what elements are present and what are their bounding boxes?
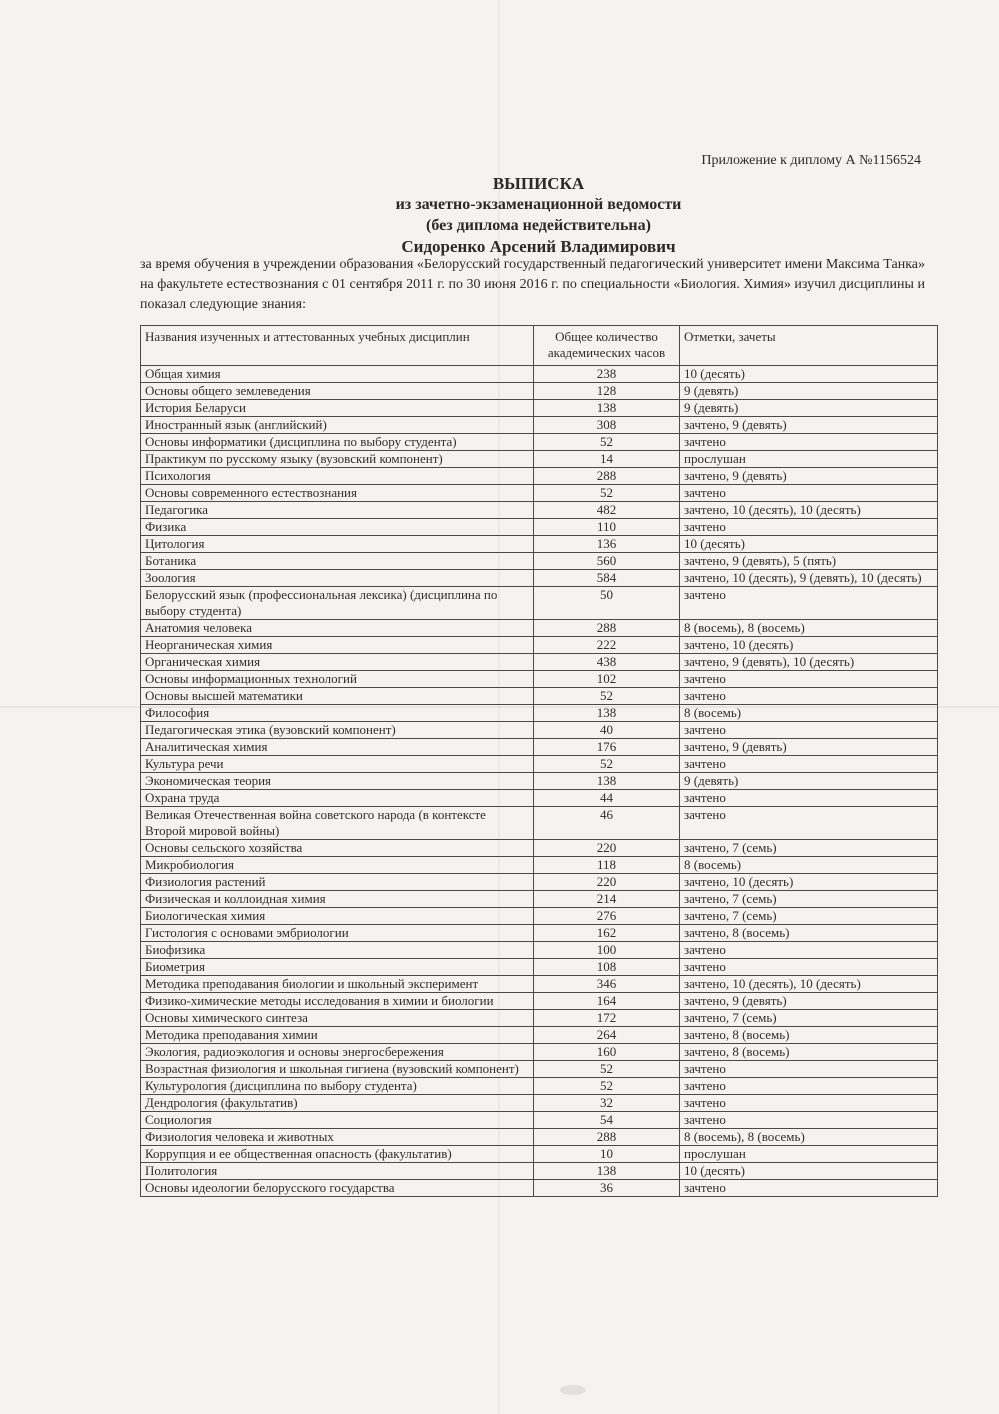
validity-note: (без диплома недействительна)	[426, 217, 651, 234]
grade-cell: зачтено	[680, 807, 938, 840]
table-row	[141, 993, 938, 1010]
grade-cell: зачтено, 9 (девять), 10 (десять)	[680, 654, 938, 671]
hours-cell: 110	[534, 519, 680, 536]
table-row	[141, 1146, 938, 1163]
table-row	[141, 756, 938, 773]
grade-cell: зачтено	[680, 722, 938, 739]
discipline-cell: Гистология с основами эмбриологии	[141, 925, 534, 942]
discipline-cell: Возрастная физиология и школьная гигиена (вузовский компонент)	[141, 1061, 534, 1078]
grade-cell: зачтено	[680, 671, 938, 688]
table-row	[141, 705, 938, 722]
student-name: Сидоренко Арсений Владимирович	[401, 237, 676, 256]
table-row	[141, 671, 938, 688]
table-row	[141, 383, 938, 400]
hours-cell: 288	[534, 620, 680, 637]
table-row	[141, 739, 938, 756]
hours-column-header: Общее количество академических часов	[534, 326, 680, 366]
table-row	[141, 434, 938, 451]
table-row	[141, 536, 938, 553]
hours-cell: 164	[534, 993, 680, 1010]
grades-column-header: Отметки, зачеты	[680, 326, 938, 366]
discipline-cell: Аналитическая химия	[141, 739, 534, 756]
grade-cell: зачтено	[680, 485, 938, 502]
hours-cell: 32	[534, 1095, 680, 1112]
hours-cell: 100	[534, 942, 680, 959]
hours-cell: 50	[534, 587, 680, 620]
grade-cell: 8 (восемь), 8 (восемь)	[680, 1129, 938, 1146]
grade-cell: 8 (восемь)	[680, 857, 938, 874]
table-row	[141, 976, 938, 993]
discipline-cell: Методика преподавания биологии и школьный эксперимент	[141, 976, 534, 993]
discipline-column-header: Названия изученных и аттестованных учебных дисциплин	[141, 326, 534, 366]
hours-cell: 264	[534, 1027, 680, 1044]
scan-mark	[560, 1385, 586, 1395]
grade-cell: зачтено, 9 (девять)	[680, 468, 938, 485]
discipline-cell: Белорусский язык (профессиональная лексика) (дисциплина по выбору студента)	[141, 587, 534, 620]
grade-cell: зачтено, 7 (семь)	[680, 908, 938, 925]
discipline-cell: Зоология	[141, 570, 534, 587]
table-row	[141, 942, 938, 959]
diploma-annex-number: Приложение к диплому А №1156524	[701, 153, 921, 168]
table-row	[141, 637, 938, 654]
discipline-cell: Психология	[141, 468, 534, 485]
grade-cell: зачтено, 8 (восемь)	[680, 1027, 938, 1044]
hours-cell: 54	[534, 1112, 680, 1129]
discipline-cell: Неорганическая химия	[141, 637, 534, 654]
discipline-cell: Биологическая химия	[141, 908, 534, 925]
grades-table	[140, 325, 938, 1197]
discipline-cell: Методика преподавания химии	[141, 1027, 534, 1044]
hours-cell: 46	[534, 807, 680, 840]
table-row	[141, 417, 938, 434]
discipline-cell: Физиология человека и животных	[141, 1129, 534, 1146]
hours-cell: 40	[534, 722, 680, 739]
grade-cell: прослушан	[680, 1146, 938, 1163]
discipline-cell: Физика	[141, 519, 534, 536]
grade-cell: зачтено, 10 (десять), 9 (девять), 10 (десять)	[680, 570, 938, 587]
grade-cell: зачтено, 9 (девять)	[680, 993, 938, 1010]
table-row	[141, 400, 938, 417]
grade-cell: зачтено, 9 (девять), 5 (пять)	[680, 553, 938, 570]
table-row	[141, 502, 938, 519]
grade-cell: зачтено	[680, 434, 938, 451]
table-row	[141, 1061, 938, 1078]
discipline-cell: Дендрология (факультатив)	[141, 1095, 534, 1112]
table-row	[141, 1129, 938, 1146]
grade-cell: зачтено	[680, 756, 938, 773]
discipline-cell: Культура речи	[141, 756, 534, 773]
table-row	[141, 874, 938, 891]
table-row	[141, 468, 938, 485]
table-row	[141, 519, 938, 536]
discipline-cell: Основы информационных технологий	[141, 671, 534, 688]
grade-cell: зачтено	[680, 1078, 938, 1095]
grade-cell: прослушан	[680, 451, 938, 468]
grade-cell: зачтено, 10 (десять), 10 (десять)	[680, 502, 938, 519]
grade-cell: 9 (девять)	[680, 383, 938, 400]
hours-cell: 14	[534, 451, 680, 468]
table-row	[141, 570, 938, 587]
hours-cell: 238	[534, 366, 680, 383]
hours-cell: 482	[534, 502, 680, 519]
grade-cell: зачтено, 7 (семь)	[680, 891, 938, 908]
table-row	[141, 807, 938, 840]
grade-cell: зачтено, 9 (девять)	[680, 417, 938, 434]
discipline-cell: Педагогическая этика (вузовский компонент)	[141, 722, 534, 739]
table-row	[141, 722, 938, 739]
hours-cell: 288	[534, 1129, 680, 1146]
grade-cell: 10 (десять)	[680, 1163, 938, 1180]
intro-paragraph: за время обучения в учреждении образования «Белорусский государственный педагогический университет имени Максима Танка» на факультете естествознания с 01 сентября 2011 г. по 30 июня 2016 г. по специальности «Биология. Химия» изучил дисциплины и показал следующие знания:	[140, 257, 925, 312]
grade-cell: зачтено	[680, 790, 938, 807]
hours-cell: 138	[534, 400, 680, 417]
table-row	[141, 654, 938, 671]
hours-cell: 162	[534, 925, 680, 942]
discipline-cell: Основы высшей математики	[141, 688, 534, 705]
table-row	[141, 485, 938, 502]
discipline-cell: Иностранный язык (английский)	[141, 417, 534, 434]
table-row	[141, 620, 938, 637]
discipline-cell: Органическая химия	[141, 654, 534, 671]
discipline-cell: Физико-химические методы исследования в химии и биологии	[141, 993, 534, 1010]
table-row	[141, 1112, 938, 1129]
hours-cell: 346	[534, 976, 680, 993]
grade-cell: зачтено	[680, 1095, 938, 1112]
discipline-cell: Охрана труда	[141, 790, 534, 807]
grade-cell: зачтено, 10 (десять)	[680, 874, 938, 891]
table-row	[141, 857, 938, 874]
discipline-cell: Философия	[141, 705, 534, 722]
grade-cell: зачтено	[680, 1180, 938, 1197]
grade-cell: зачтено, 7 (семь)	[680, 1010, 938, 1027]
document-subtitle: из зачетно-экзаменационной ведомости	[395, 196, 682, 213]
grades-table-body	[141, 366, 938, 1197]
hours-cell: 136	[534, 536, 680, 553]
grade-cell: зачтено	[680, 959, 938, 976]
hours-cell: 214	[534, 891, 680, 908]
table-row	[141, 451, 938, 468]
discipline-cell: История Беларуси	[141, 400, 534, 417]
discipline-cell: Основы информатики (дисциплина по выбору студента)	[141, 434, 534, 451]
hours-cell: 52	[534, 1061, 680, 1078]
table-row	[141, 891, 938, 908]
grade-cell: зачтено	[680, 519, 938, 536]
table-header-row	[141, 326, 938, 366]
hours-cell: 108	[534, 959, 680, 976]
hours-cell: 52	[534, 756, 680, 773]
table-row	[141, 1163, 938, 1180]
discipline-cell: Физическая и коллоидная химия	[141, 891, 534, 908]
discipline-cell: Основы современного естествознания	[141, 485, 534, 502]
discipline-cell: Экономическая теория	[141, 773, 534, 790]
discipline-cell: Физиология растений	[141, 874, 534, 891]
hours-cell: 308	[534, 417, 680, 434]
grade-cell: 8 (восемь)	[680, 705, 938, 722]
discipline-cell: Практикум по русскому языку (вузовский компонент)	[141, 451, 534, 468]
grade-cell: зачтено	[680, 1061, 938, 1078]
grade-cell: зачтено, 9 (девять)	[680, 739, 938, 756]
grade-cell: зачтено, 8 (восемь)	[680, 1044, 938, 1061]
hours-cell: 222	[534, 637, 680, 654]
discipline-cell: Социология	[141, 1112, 534, 1129]
document-heading	[140, 173, 937, 257]
grade-cell: зачтено, 10 (десять), 10 (десять)	[680, 976, 938, 993]
table-row	[141, 840, 938, 857]
discipline-cell: Основы общего землеведения	[141, 383, 534, 400]
discipline-cell: Педагогика	[141, 502, 534, 519]
hours-cell: 102	[534, 671, 680, 688]
table-row	[141, 1078, 938, 1095]
table-row	[141, 959, 938, 976]
grade-cell: зачтено	[680, 942, 938, 959]
discipline-cell: Культурология (дисциплина по выбору студента)	[141, 1078, 534, 1095]
table-row	[141, 1010, 938, 1027]
discipline-cell: Общая химия	[141, 366, 534, 383]
table-row	[141, 925, 938, 942]
hours-cell: 438	[534, 654, 680, 671]
discipline-cell: Анатомия человека	[141, 620, 534, 637]
table-row	[141, 553, 938, 570]
hours-cell: 128	[534, 383, 680, 400]
hours-cell: 52	[534, 1078, 680, 1095]
hours-cell: 138	[534, 705, 680, 722]
discipline-cell: Биофизика	[141, 942, 534, 959]
grade-cell: 8 (восемь), 8 (восемь)	[680, 620, 938, 637]
table-row	[141, 688, 938, 705]
hours-cell: 138	[534, 1163, 680, 1180]
hours-cell: 220	[534, 840, 680, 857]
discipline-cell: Биометрия	[141, 959, 534, 976]
discipline-cell: Основы идеологии белорусского государства	[141, 1180, 534, 1197]
discipline-cell: Ботаника	[141, 553, 534, 570]
hours-cell: 36	[534, 1180, 680, 1197]
hours-cell: 52	[534, 434, 680, 451]
discipline-cell: Политология	[141, 1163, 534, 1180]
grade-cell: 10 (десять)	[680, 366, 938, 383]
grade-cell: зачтено, 8 (восемь)	[680, 925, 938, 942]
hours-cell: 276	[534, 908, 680, 925]
hours-cell: 220	[534, 874, 680, 891]
hours-cell: 160	[534, 1044, 680, 1061]
grade-cell: 9 (девять)	[680, 400, 938, 417]
table-row	[141, 587, 938, 620]
table-row	[141, 773, 938, 790]
table-row	[141, 1095, 938, 1112]
table-row	[141, 1027, 938, 1044]
hours-cell: 10	[534, 1146, 680, 1163]
discipline-cell: Коррупция и ее общественная опасность (факультатив)	[141, 1146, 534, 1163]
table-row	[141, 908, 938, 925]
table-row	[141, 1044, 938, 1061]
discipline-cell: Экология, радиоэкология и основы энергосбережения	[141, 1044, 534, 1061]
hours-cell: 52	[534, 688, 680, 705]
table-row	[141, 790, 938, 807]
hours-cell: 560	[534, 553, 680, 570]
grade-cell: зачтено	[680, 1112, 938, 1129]
hours-cell: 176	[534, 739, 680, 756]
hours-cell: 288	[534, 468, 680, 485]
hours-cell: 52	[534, 485, 680, 502]
hours-cell: 118	[534, 857, 680, 874]
discipline-cell: Великая Отечественная война советского народа (в контексте Второй мировой войны)	[141, 807, 534, 840]
table-row	[141, 366, 938, 383]
discipline-cell: Цитология	[141, 536, 534, 553]
table-row	[141, 1180, 938, 1197]
grade-cell: 10 (десять)	[680, 536, 938, 553]
discipline-cell: Микробиология	[141, 857, 534, 874]
discipline-cell: Основы химического синтеза	[141, 1010, 534, 1027]
hours-cell: 138	[534, 773, 680, 790]
grade-cell: зачтено	[680, 587, 938, 620]
grade-cell: зачтено, 10 (десять)	[680, 637, 938, 654]
grade-cell: зачтено	[680, 688, 938, 705]
hours-cell: 44	[534, 790, 680, 807]
document-title: ВЫПИСКА	[492, 174, 585, 193]
grade-cell: зачтено, 7 (семь)	[680, 840, 938, 857]
grade-cell: 9 (девять)	[680, 773, 938, 790]
hours-cell: 172	[534, 1010, 680, 1027]
discipline-cell: Основы сельского хозяйства	[141, 840, 534, 857]
hours-cell: 584	[534, 570, 680, 587]
